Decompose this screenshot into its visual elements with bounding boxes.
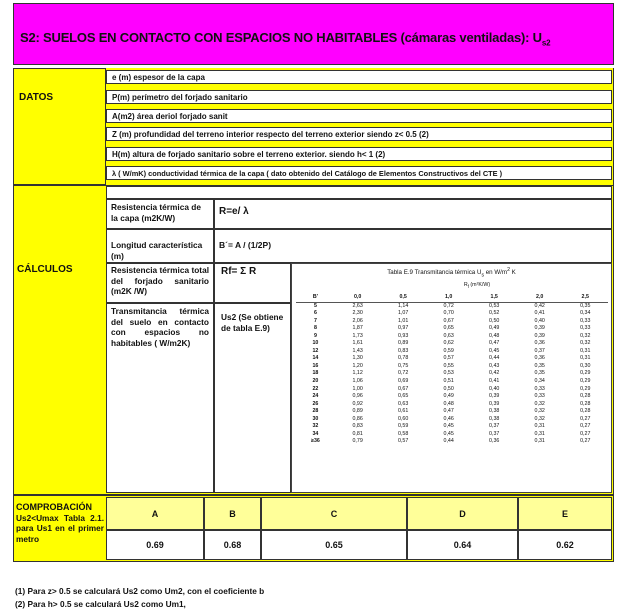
table-e9-cell: 0,62 [443, 340, 454, 347]
table-e9-row-b: 18 [312, 370, 319, 377]
zone-a-value: 0.69 [106, 530, 204, 560]
datos-row-espesor: e (m) espesor de la capa [106, 70, 612, 84]
table-e9-row-b: 28 [312, 408, 319, 415]
table-e9-row [296, 363, 608, 371]
table-e9-cell: 0,36 [534, 355, 545, 362]
table-e9-cell: 0,33 [534, 393, 545, 400]
table-e9-cell: 0,48 [443, 400, 454, 407]
table-e9-header-row [296, 294, 608, 302]
table-e9-cell: 0,28 [580, 393, 591, 400]
table-e9-cell: 0,32 [534, 415, 545, 422]
table-e9-body [296, 302, 608, 446]
table-e9-cell: 0,61 [398, 408, 409, 415]
table-e9-cell: 0,65 [443, 325, 454, 332]
table-e9-row [296, 431, 608, 439]
table-e9-cell: 1,14 [398, 302, 409, 309]
table-e9-cell: 0,50 [489, 317, 500, 324]
table-e9-cell: 0,89 [398, 340, 409, 347]
table-e9-row-b: 34 [312, 430, 319, 437]
table-e9-cell: 0,31 [580, 355, 591, 362]
table-e9-row [296, 401, 608, 409]
table-e9-cell: 0,51 [443, 378, 454, 385]
table-e9-cell: 0,60 [398, 415, 409, 422]
calc-r1-formula: R=e/ λ [214, 199, 612, 229]
comprobacion-label: COMPROBACIÓN [16, 502, 92, 512]
table-e9-rf-header [352, 282, 602, 289]
table-e9-cell: 0,67 [398, 385, 409, 392]
table-e9-row [296, 333, 608, 341]
table-e9-row [296, 310, 608, 318]
table-e9-cell: 0,29 [580, 370, 591, 377]
table-e9-cell: 2,06 [352, 317, 363, 324]
calc-r3-label: Resistencia térmica total del forjado sanitario (m2K /W) [106, 263, 214, 303]
table-e9-cell: 0,37 [489, 423, 500, 430]
table-e9-grid [296, 294, 608, 446]
table-e9-cell: 0,86 [352, 415, 363, 422]
table-e9-col-header: 2,5 [562, 294, 608, 302]
table-e9-row-b: 14 [312, 355, 319, 362]
datos-row-area: A(m2) área deriol forjado sanit [106, 109, 612, 123]
zone-c-header: C [261, 497, 407, 530]
table-e9-cell: 0,96 [352, 393, 363, 400]
table-e9-cell: 0,27 [580, 438, 591, 445]
table-e9-cell: 0,63 [443, 332, 454, 339]
table-e9-row [296, 408, 608, 416]
table-e9-cell: 1,20 [352, 362, 363, 369]
calc-r4-label: Transmitancia térmica del suelo en contacto con espacios no habitables ( W/m2K) [106, 303, 214, 493]
page-title [20, 30, 550, 48]
table-e9-row-b: 9 [313, 332, 317, 339]
table-e9-row-b: 26 [312, 400, 319, 407]
table-e9-cell: 0,93 [398, 332, 409, 339]
zone-e-value: 0.62 [518, 530, 612, 560]
table-e9-cell: 0,65 [398, 393, 409, 400]
comprobacion-label-block [16, 502, 104, 544]
table-e9-cell: 0,32 [534, 400, 545, 407]
table-e9-cell: 0,33 [580, 317, 591, 324]
table-e9-cell: 0,45 [443, 423, 454, 430]
table-e9-cell: 0,53 [443, 370, 454, 377]
zone-d-value: 0.64 [407, 530, 518, 560]
table-e9-cell: 0,33 [534, 385, 545, 392]
table-e9-col-header: 1,5 [471, 294, 517, 302]
table-e9-cell: 0,83 [398, 347, 409, 354]
table-e9-cell: 0,37 [489, 430, 500, 437]
table-e9-row-b: 5 [313, 302, 317, 309]
calc-r4-formula: Us2 (Se obtiene de tabla E.9) [214, 303, 291, 493]
table-e9-row [296, 355, 608, 363]
table-e9-cell: 0,27 [580, 423, 591, 430]
calc-r2-label: Longitud característica (m) [106, 229, 214, 263]
table-e9-cell: 1,00 [352, 385, 363, 392]
table-e9-caption-text: Tabla E.9 Transmitancia térmica U [387, 269, 482, 277]
table-e9-col-header: 0,0 [335, 294, 381, 302]
table-e9-cell: 0,39 [534, 325, 545, 332]
table-e9-cell: 1,61 [352, 340, 363, 347]
table-e9-col-header: B' [296, 294, 335, 302]
table-e9-row [296, 393, 608, 401]
table-e9-cell: 0,35 [534, 362, 545, 369]
table-e9-cell: 0,97 [398, 325, 409, 332]
table-e9-cell: 0,89 [352, 408, 363, 415]
table-e9-cell: 0,38 [489, 415, 500, 422]
table-e9-cell: 0,35 [580, 302, 591, 309]
table-e9-cell: 0,29 [580, 378, 591, 385]
table-e9 [291, 263, 612, 493]
table-e9-rf-unit: (m²K/W) [468, 282, 491, 288]
table-e9-row-b: 30 [312, 415, 319, 422]
comprobacion-desc: Us2<Umax Tabla 2.1. para Us1 en el primer metro [16, 512, 104, 544]
table-e9-cell: 0,44 [489, 355, 500, 362]
table-e9-cell: 1,12 [352, 370, 363, 377]
table-e9-cell: 0,50 [443, 385, 454, 392]
table-e9-cell: 0,59 [398, 423, 409, 430]
table-e9-cell: 0,43 [489, 362, 500, 369]
table-e9-cell: 1,01 [398, 317, 409, 324]
table-e9-cell: 0,27 [580, 415, 591, 422]
table-e9-row [296, 386, 608, 394]
table-e9-cell: 0,49 [443, 393, 454, 400]
table-e9-caption-unit: en W/m [484, 269, 508, 277]
table-e9-cell: 0,57 [398, 438, 409, 445]
table-e9-row [296, 378, 608, 386]
datos-row-profundidad: Z (m) profundidad del terreno interior respecto del terreno exterior siendo z< 0.5 (2) [106, 127, 612, 141]
table-e9-cell: 0,72 [398, 370, 409, 377]
table-e9-cell: 0,49 [489, 325, 500, 332]
table-e9-cell: 0,75 [398, 362, 409, 369]
table-e9-cell: 0,39 [489, 393, 500, 400]
table-e9-cell: 0,37 [534, 347, 545, 354]
table-e9-cell: 0,27 [580, 430, 591, 437]
table-e9-caption-sup: 2 [507, 267, 510, 273]
table-e9-cell: 0,69 [398, 378, 409, 385]
table-e9-cell: 0,30 [580, 362, 591, 369]
table-e9-cell: 0,31 [580, 347, 591, 354]
table-e9-cell: 0,42 [534, 302, 545, 309]
zone-b-value: 0.68 [204, 530, 261, 560]
datos-row-perimetro: P(m) perímetro del forjado sanitario [106, 90, 612, 104]
table-e9-row-b: 24 [312, 393, 319, 400]
table-e9-cell: 0,41 [489, 378, 500, 385]
table-e9-row-b: 32 [312, 423, 319, 430]
table-e9-row-b: 8 [313, 325, 317, 332]
calculos-spacer-row [106, 186, 612, 199]
table-e9-row-b: 22 [312, 385, 319, 392]
table-e9-cell: 0,47 [489, 340, 500, 347]
note-2: (2) Para h> 0.5 se calculará Us2 como Um1, [15, 599, 186, 609]
table-e9-col-header: 0,5 [380, 294, 426, 302]
table-e9-cell: 0,39 [489, 400, 500, 407]
table-e9-cell: 0,39 [534, 332, 545, 339]
calc-r2-formula: B´= A / (1/2P) [214, 229, 612, 263]
table-e9-cell: 0,33 [580, 325, 591, 332]
table-e9-cell: 1,06 [352, 378, 363, 385]
zone-e-header: E [518, 497, 612, 530]
table-e9-cell: 0,32 [580, 340, 591, 347]
table-e9-cell: 0,72 [443, 302, 454, 309]
table-e9-cell: 0,41 [534, 310, 545, 317]
table-e9-cell: 0,70 [443, 310, 454, 317]
table-e9-cell: 0,28 [580, 400, 591, 407]
table-e9-cell: 0,57 [443, 355, 454, 362]
table-e9-cell: 1,73 [352, 332, 363, 339]
table-e9-cell: 1,43 [352, 347, 363, 354]
table-e9-cell: 0,52 [489, 310, 500, 317]
table-e9-cell: 0,32 [580, 332, 591, 339]
table-e9-row [296, 340, 608, 348]
table-e9-caption-sub: s [481, 272, 485, 279]
table-e9-cell: 0,31 [534, 423, 545, 430]
table-e9-row [296, 325, 608, 333]
table-e9-cell: 0,31 [534, 430, 545, 437]
table-e9-cell: 0,34 [534, 378, 545, 385]
table-e9-cell: 0,92 [352, 400, 363, 407]
calc-r1-label: Resistencia térmica de la capa (m2K/W) [106, 199, 214, 229]
table-e9-cell: 0,31 [534, 438, 545, 445]
calc-r3-formula: Rf= Σ R [214, 263, 291, 303]
table-e9-cell: 1,07 [398, 310, 409, 317]
table-e9-row [296, 423, 608, 431]
datos-row-conductividad: λ ( W/mK) conductividad térmica de la capa ( dato obtenido del Catálogo de Elementos Constructivos del CTE ) [106, 166, 612, 180]
table-e9-col-header: 1,0 [426, 294, 472, 302]
table-e9-cell: 0,44 [443, 438, 454, 445]
table-e9-rf-symbol: R [463, 282, 468, 288]
table-e9-cell: 0,40 [489, 385, 500, 392]
table-e9-row [296, 318, 608, 326]
table-e9-cell: 2,63 [352, 302, 363, 309]
page-title-bar [13, 3, 614, 65]
datos-label: DATOS [19, 92, 54, 103]
table-e9-row [296, 416, 608, 424]
datos-section [13, 68, 106, 185]
table-e9-row-b: 7 [313, 317, 317, 324]
table-e9-row [296, 302, 608, 310]
table-e9-cell: 0,53 [489, 302, 500, 309]
datos-row-altura: H(m) altura de forjado sanitario sobre el terreno exterior. siendo h< 1 (2) [106, 147, 612, 161]
table-e9-row-b: 12 [312, 347, 319, 354]
table-e9-cell: 0,81 [352, 430, 363, 437]
table-e9-row-b: ≥36 [311, 438, 320, 445]
table-e9-cell: 1,87 [352, 325, 363, 332]
table-e9-cell: 0,46 [443, 415, 454, 422]
table-e9-rf-sub: f [467, 284, 469, 290]
table-e9-col-header: 2,0 [517, 294, 563, 302]
table-e9-row [296, 438, 608, 446]
table-e9-cell: 0,40 [534, 317, 545, 324]
zone-c-value: 0.65 [261, 530, 407, 560]
table-e9-cell: 0,32 [534, 408, 545, 415]
page-title-text: S2: SUELOS EN CONTACTO CON ESPACIOS NO HABITABLES (cámaras ventiladas): U [20, 30, 542, 45]
table-e9-row-b: 20 [312, 378, 319, 385]
table-e9-cell: 0,45 [443, 430, 454, 437]
table-e9-cell: 0,47 [443, 408, 454, 415]
table-e9-cell: 0,67 [443, 317, 454, 324]
table-e9-row-b: 10 [312, 340, 319, 347]
table-e9-cell: 1,30 [352, 355, 363, 362]
table-e9-row-b: 16 [312, 362, 319, 369]
table-e9-caption-tail: K [509, 269, 516, 277]
table-e9-row [296, 370, 608, 378]
table-e9-cell: 0,79 [352, 438, 363, 445]
zone-d-header: D [407, 497, 518, 530]
table-e9-cell: 2,30 [352, 310, 363, 317]
note-1: (1) Para z> 0.5 se calculará Us2 como Um2, con el coeficiente b [15, 586, 265, 596]
table-e9-cell: 0,58 [398, 430, 409, 437]
table-e9-cell: 0,34 [580, 310, 591, 317]
table-e9-cell: 0,55 [443, 362, 454, 369]
table-e9-cell: 0,29 [580, 385, 591, 392]
table-e9-cell: 0,36 [534, 340, 545, 347]
table-e9-cell: 0,48 [489, 332, 500, 339]
page-title-subscript: s2 [541, 38, 551, 48]
table-e9-cell: 0,78 [398, 355, 409, 362]
calculos-label: CÁLCULOS [17, 264, 73, 275]
table-e9-cell: 0,28 [580, 408, 591, 415]
table-e9-caption [292, 267, 611, 278]
table-e9-cell: 0,59 [443, 347, 454, 354]
table-e9-cell: 0,35 [534, 370, 545, 377]
table-e9-cell: 0,42 [489, 370, 500, 377]
table-e9-cell: 0,83 [352, 423, 363, 430]
table-e9-cell: 0,63 [398, 400, 409, 407]
table-e9-row-b: 6 [313, 310, 317, 317]
table-e9-cell: 0,36 [489, 438, 500, 445]
table-e9-cell: 0,38 [489, 408, 500, 415]
zone-a-header: A [106, 497, 204, 530]
zone-b-header: B [204, 497, 261, 530]
table-e9-cell: 0,45 [489, 347, 500, 354]
table-e9-row [296, 348, 608, 356]
